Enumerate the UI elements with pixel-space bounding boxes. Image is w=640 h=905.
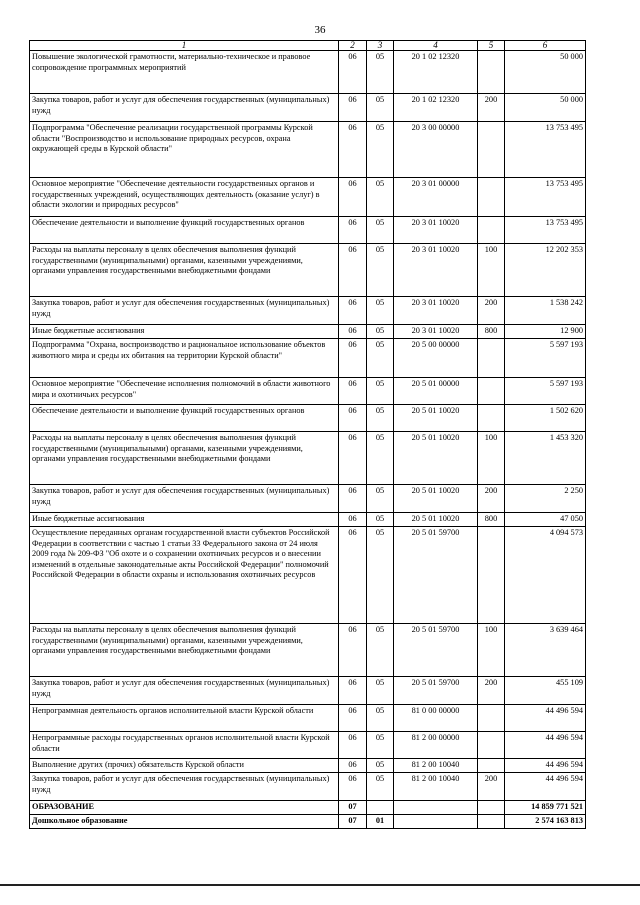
target-article-cell xyxy=(394,815,478,829)
amount-cell: 1 453 320 xyxy=(505,432,586,485)
table-row xyxy=(30,405,586,432)
amount-cell: 44 496 594 xyxy=(505,773,586,801)
amount-cell: 13 753 495 xyxy=(505,217,586,244)
amount-cell: 44 496 594 xyxy=(505,705,586,732)
section-code-cell: 07 xyxy=(339,815,367,829)
expense-type-cell xyxy=(478,801,505,815)
section-code-cell: 06 xyxy=(339,122,367,178)
section-code-cell: 06 xyxy=(339,759,367,773)
target-article-cell: 20 3 01 10020 xyxy=(394,325,478,339)
row-name-cell: Иные бюджетные ассигнования xyxy=(30,325,339,339)
amount-cell: 44 496 594 xyxy=(505,732,586,759)
table-row xyxy=(30,485,586,513)
target-article-cell: 20 3 01 10020 xyxy=(394,244,478,297)
column-header: 2 xyxy=(339,41,367,51)
table-row xyxy=(30,432,586,485)
subsection-code-cell: 05 xyxy=(367,624,394,677)
table-row xyxy=(30,122,586,178)
section-code-cell: 06 xyxy=(339,705,367,732)
row-name-cell: Осуществление переданных органам государственной власти субъектов Российской Федерации в соответствии с частью 1 статьи 33 Федерального закона от 24 июля 2009 года № 209-ФЗ "Об охоте и о сохранении охотничьих ресурсов и о внесении изменений в отдельные законодательные акты Российской Федерации" полномочий Российской Федерации в области охраны и использования охотничьих ресурсов xyxy=(30,527,339,624)
row-name-cell: Непрограммные расходы государственных органов исполнительной власти Курской области xyxy=(30,732,339,759)
expense-type-cell xyxy=(478,378,505,405)
expense-type-cell xyxy=(478,759,505,773)
amount-cell: 12 900 xyxy=(505,325,586,339)
target-article-cell: 20 1 02 12320 xyxy=(394,51,478,94)
subsection-code-cell: 05 xyxy=(367,122,394,178)
section-code-cell: 06 xyxy=(339,527,367,624)
row-name-cell: Обеспечение деятельности и выполнение функций государственных органов xyxy=(30,217,339,244)
amount-cell: 2 574 163 813 xyxy=(505,815,586,829)
table-row xyxy=(30,217,586,244)
table-row xyxy=(30,801,586,815)
target-article-cell: 81 2 00 10040 xyxy=(394,759,478,773)
amount-cell: 3 639 464 xyxy=(505,624,586,677)
row-name-cell: Расходы на выплаты персоналу в целях обеспечения выполнения функций государственными (муниципальными) органами, казенными учреждениями, органами управления государственными внебюджетными фондами xyxy=(30,244,339,297)
subsection-code-cell: 05 xyxy=(367,325,394,339)
amount-cell: 2 250 xyxy=(505,485,586,513)
expense-type-cell: 100 xyxy=(478,624,505,677)
target-article-cell: 20 5 01 10020 xyxy=(394,405,478,432)
table-row xyxy=(30,378,586,405)
row-name-cell: Иные бюджетные ассигнования xyxy=(30,513,339,527)
target-article-cell: 20 5 01 10020 xyxy=(394,513,478,527)
amount-cell: 13 753 495 xyxy=(505,122,586,178)
row-name-cell: Дошкольное образование xyxy=(30,815,339,829)
table-row xyxy=(30,815,586,829)
amount-cell: 13 753 495 xyxy=(505,178,586,217)
expense-type-cell xyxy=(478,815,505,829)
section-code-cell: 06 xyxy=(339,485,367,513)
subsection-code-cell xyxy=(367,801,394,815)
amount-cell: 5 597 193 xyxy=(505,339,586,378)
amount-cell: 50 000 xyxy=(505,94,586,122)
subsection-code-cell: 05 xyxy=(367,339,394,378)
page-number: 36 xyxy=(314,24,326,36)
target-article-cell: 81 0 00 00000 xyxy=(394,705,478,732)
target-article-cell: 20 3 00 00000 xyxy=(394,122,478,178)
target-article-cell: 20 5 01 59700 xyxy=(394,677,478,705)
section-code-cell: 06 xyxy=(339,405,367,432)
expense-type-cell xyxy=(478,732,505,759)
subsection-code-cell: 05 xyxy=(367,705,394,732)
column-header: 3 xyxy=(367,41,394,51)
amount-cell: 12 202 353 xyxy=(505,244,586,297)
section-code-cell: 06 xyxy=(339,513,367,527)
expense-type-cell xyxy=(478,178,505,217)
subsection-code-cell: 05 xyxy=(367,677,394,705)
target-article-cell: 20 3 01 10020 xyxy=(394,297,478,325)
column-number-row xyxy=(30,41,586,51)
expense-type-cell: 200 xyxy=(478,94,505,122)
table-row xyxy=(30,51,586,94)
expense-type-cell xyxy=(478,705,505,732)
table-row xyxy=(30,624,586,677)
row-name-cell: Закупка товаров, работ и услуг для обеспечения государственных (муниципальных) нужд xyxy=(30,297,339,325)
row-name-cell: Обеспечение деятельности и выполнение функций государственных органов xyxy=(30,405,339,432)
column-header: 6 xyxy=(505,41,586,51)
row-name-cell: Подпрограмма "Охрана, воспроизводство и рациональное использование объектов животного мира и среды их обитания на территории Курской области" xyxy=(30,339,339,378)
subsection-code-cell: 05 xyxy=(367,773,394,801)
subsection-code-cell: 05 xyxy=(367,432,394,485)
subsection-code-cell: 05 xyxy=(367,297,394,325)
subsection-code-cell: 05 xyxy=(367,732,394,759)
subsection-code-cell: 05 xyxy=(367,94,394,122)
subsection-code-cell: 05 xyxy=(367,527,394,624)
section-code-cell: 06 xyxy=(339,51,367,94)
subsection-code-cell: 05 xyxy=(367,513,394,527)
row-name-cell: Выполнение других (прочих) обязательств Курской области xyxy=(30,759,339,773)
subsection-code-cell: 05 xyxy=(367,217,394,244)
table-row xyxy=(30,773,586,801)
section-code-cell: 06 xyxy=(339,378,367,405)
target-article-cell: 20 3 01 00000 xyxy=(394,178,478,217)
expense-type-cell: 200 xyxy=(478,677,505,705)
subsection-code-cell: 05 xyxy=(367,485,394,513)
amount-cell: 5 597 193 xyxy=(505,378,586,405)
table-row xyxy=(30,339,586,378)
target-article-cell: 20 5 00 00000 xyxy=(394,339,478,378)
table-row xyxy=(30,677,586,705)
subsection-code-cell: 05 xyxy=(367,178,394,217)
subsection-code-cell: 01 xyxy=(367,815,394,829)
table-row xyxy=(30,244,586,297)
subsection-code-cell: 05 xyxy=(367,378,394,405)
section-code-cell: 06 xyxy=(339,773,367,801)
expense-type-cell xyxy=(478,217,505,244)
expense-type-cell xyxy=(478,339,505,378)
subsection-code-cell: 05 xyxy=(367,51,394,94)
row-name-cell: Закупка товаров, работ и услуг для обеспечения государственных (муниципальных) нужд xyxy=(30,485,339,513)
section-code-cell: 06 xyxy=(339,732,367,759)
target-article-cell: 20 5 01 59700 xyxy=(394,527,478,624)
table-row xyxy=(30,732,586,759)
target-article-cell: 20 1 02 12320 xyxy=(394,94,478,122)
section-code-cell: 06 xyxy=(339,244,367,297)
column-header: 5 xyxy=(478,41,505,51)
table-row xyxy=(30,527,586,624)
row-name-cell: Расходы на выплаты персоналу в целях обеспечения выполнения функций государственными (муниципальными) органами, казенными учреждениями, органами управления государственными внебюджетными фондами xyxy=(30,624,339,677)
target-article-cell: 81 2 00 10040 xyxy=(394,773,478,801)
row-name-cell: Непрограммная деятельность органов исполнительной власти Курской области xyxy=(30,705,339,732)
table-row xyxy=(30,178,586,217)
expense-type-cell: 800 xyxy=(478,325,505,339)
row-name-cell: Расходы на выплаты персоналу в целях обеспечения выполнения функций государственными (муниципальными) органами, казенными учреждениями, органами управления государственными внебюджетными фондами xyxy=(30,432,339,485)
table-row xyxy=(30,705,586,732)
expense-type-cell: 200 xyxy=(478,773,505,801)
row-name-cell: Основное мероприятие "Обеспечение исполнения полномочий в области животного мира и охотничьих ресурсов" xyxy=(30,378,339,405)
expense-type-cell xyxy=(478,405,505,432)
expense-type-cell: 100 xyxy=(478,432,505,485)
expense-type-cell: 200 xyxy=(478,485,505,513)
column-header: 4 xyxy=(394,41,478,51)
row-name-cell: Закупка товаров, работ и услуг для обеспечения государственных (муниципальных) нужд xyxy=(30,677,339,705)
page-bottom-rule xyxy=(0,884,640,886)
table-row xyxy=(30,325,586,339)
amount-cell: 455 109 xyxy=(505,677,586,705)
expense-type-cell xyxy=(478,527,505,624)
expense-type-cell: 800 xyxy=(478,513,505,527)
row-name-cell: Подпрограмма "Обеспечение реализации государственной программы Курской области "Воспроизводство и использование природных ресурсов, охрана окружающей среды в Курской области" xyxy=(30,122,339,178)
amount-cell: 14 859 771 521 xyxy=(505,801,586,815)
amount-cell: 1 502 620 xyxy=(505,405,586,432)
expense-type-cell xyxy=(478,122,505,178)
section-code-cell: 06 xyxy=(339,94,367,122)
amount-cell: 47 050 xyxy=(505,513,586,527)
target-article-cell: 81 2 00 00000 xyxy=(394,732,478,759)
table-row xyxy=(30,759,586,773)
subsection-code-cell: 05 xyxy=(367,405,394,432)
section-code-cell: 06 xyxy=(339,178,367,217)
target-article-cell: 20 5 01 10020 xyxy=(394,485,478,513)
table-row xyxy=(30,513,586,527)
table-row xyxy=(30,297,586,325)
row-name-cell: ОБРАЗОВАНИЕ xyxy=(30,801,339,815)
amount-cell: 1 538 242 xyxy=(505,297,586,325)
row-name-cell: Основное мероприятие "Обеспечение деятельности государственных органов и государственных учреждений, осуществляющих деятельность (оказание услуг) в области экологии и природных ресурсов" xyxy=(30,178,339,217)
amount-cell: 50 000 xyxy=(505,51,586,94)
subsection-code-cell: 05 xyxy=(367,244,394,297)
amount-cell: 44 496 594 xyxy=(505,759,586,773)
section-code-cell: 06 xyxy=(339,217,367,244)
expense-type-cell: 100 xyxy=(478,244,505,297)
budget-table xyxy=(29,40,586,829)
column-header: 1 xyxy=(30,41,339,51)
expense-type-cell xyxy=(478,51,505,94)
row-name-cell: Закупка товаров, работ и услуг для обеспечения государственных (муниципальных) нужд xyxy=(30,94,339,122)
section-code-cell: 06 xyxy=(339,297,367,325)
row-name-cell: Закупка товаров, работ и услуг для обеспечения государственных (муниципальных) нужд xyxy=(30,773,339,801)
expense-type-cell: 200 xyxy=(478,297,505,325)
amount-cell: 4 094 573 xyxy=(505,527,586,624)
section-code-cell: 06 xyxy=(339,339,367,378)
subsection-code-cell: 05 xyxy=(367,759,394,773)
section-code-cell: 06 xyxy=(339,624,367,677)
section-code-cell: 06 xyxy=(339,677,367,705)
target-article-cell: 20 5 01 59700 xyxy=(394,624,478,677)
table-row xyxy=(30,94,586,122)
section-code-cell: 07 xyxy=(339,801,367,815)
target-article-cell: 20 3 01 10020 xyxy=(394,217,478,244)
section-code-cell: 06 xyxy=(339,432,367,485)
target-article-cell xyxy=(394,801,478,815)
row-name-cell: Повышение экологической грамотности, материально-техническое и правовое сопровождение программных мероприятий xyxy=(30,51,339,94)
section-code-cell: 06 xyxy=(339,325,367,339)
target-article-cell: 20 5 01 10020 xyxy=(394,432,478,485)
target-article-cell: 20 5 01 00000 xyxy=(394,378,478,405)
